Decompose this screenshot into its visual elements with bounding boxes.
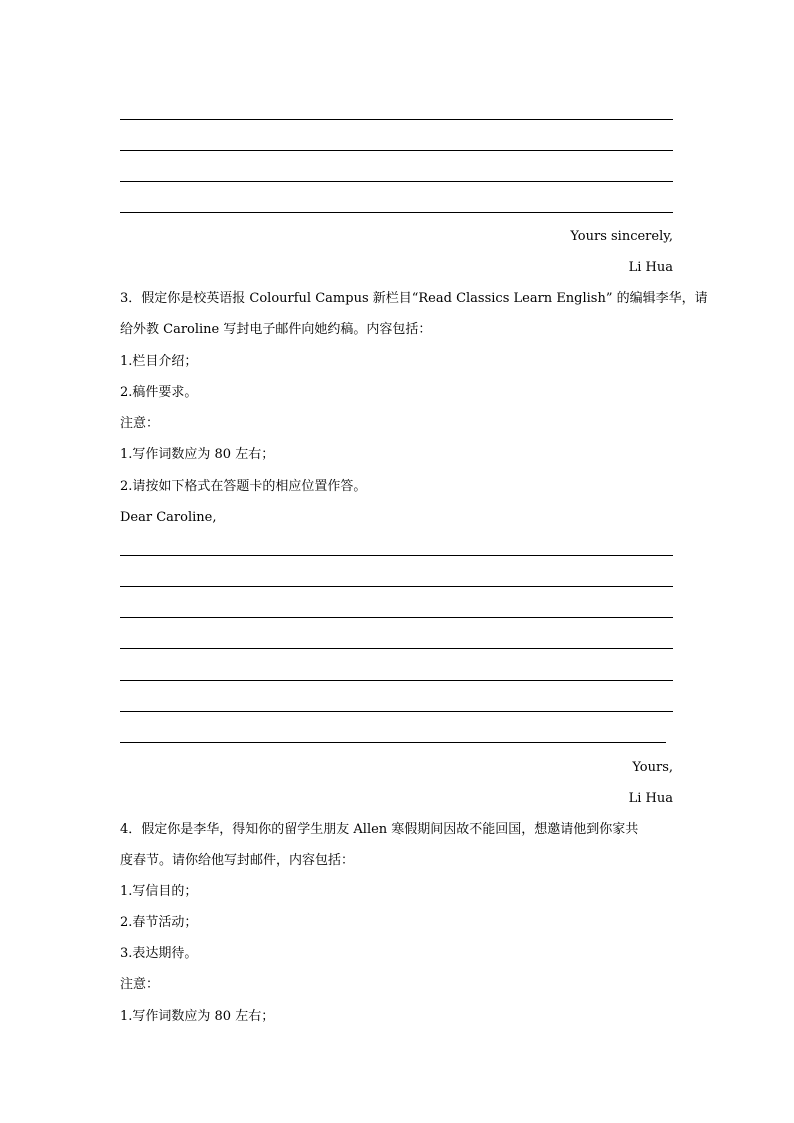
q4-item2: 2.春节活动；: [120, 915, 198, 930]
q3-note2: 2.请按如下格式在答题卡的相应位置作答。: [120, 479, 367, 494]
q3-salutation: Dear Caroline,: [120, 510, 217, 525]
answer-line: [120, 586, 673, 587]
q3-prompt-line1: 3．假定你是校英语报 Colourful Campus 新栏目“Read Classics Learn English” 的编辑李华，请: [120, 291, 708, 306]
answer-line: [120, 742, 666, 743]
q3-note1: 1.写作词数应为 80 左右；: [120, 447, 275, 462]
q3-prompt-line2: 给外教 Caroline 写封电子邮件向她约稿。内容包括：: [120, 322, 432, 337]
q3-item1: 1.栏目介绍；: [120, 354, 198, 369]
q3-closing: Yours,: [632, 760, 673, 775]
letter-closing: Yours sincerely,: [570, 229, 673, 244]
answer-line: [120, 150, 673, 151]
answer-line: [120, 181, 673, 182]
q3-note-label: 注意：: [120, 416, 160, 431]
q4-prompt-line1: 4．假定你是李华，得知你的留学生朋友 Allen 寒假期间因故不能回国，想邀请他到你家共: [120, 822, 639, 837]
answer-line: [120, 212, 673, 213]
q4-item1: 1.写信目的；: [120, 884, 198, 899]
answer-line: [120, 555, 673, 556]
q3-signature: Li Hua: [628, 791, 673, 806]
answer-line: [120, 617, 673, 618]
q3-item2: 2.稿件要求。: [120, 385, 198, 400]
q4-note-label: 注意：: [120, 977, 160, 992]
answer-line: [120, 711, 673, 712]
q4-note1: 1.写作词数应为 80 左右；: [120, 1009, 275, 1024]
letter-signature: Li Hua: [628, 260, 673, 275]
q4-prompt-line2: 度春节。请你给他写封邮件，内容包括：: [120, 853, 355, 868]
answer-line: [120, 680, 673, 681]
answer-line: [120, 648, 673, 649]
q4-item3: 3.表达期待。: [120, 946, 198, 961]
answer-line: [120, 119, 673, 120]
